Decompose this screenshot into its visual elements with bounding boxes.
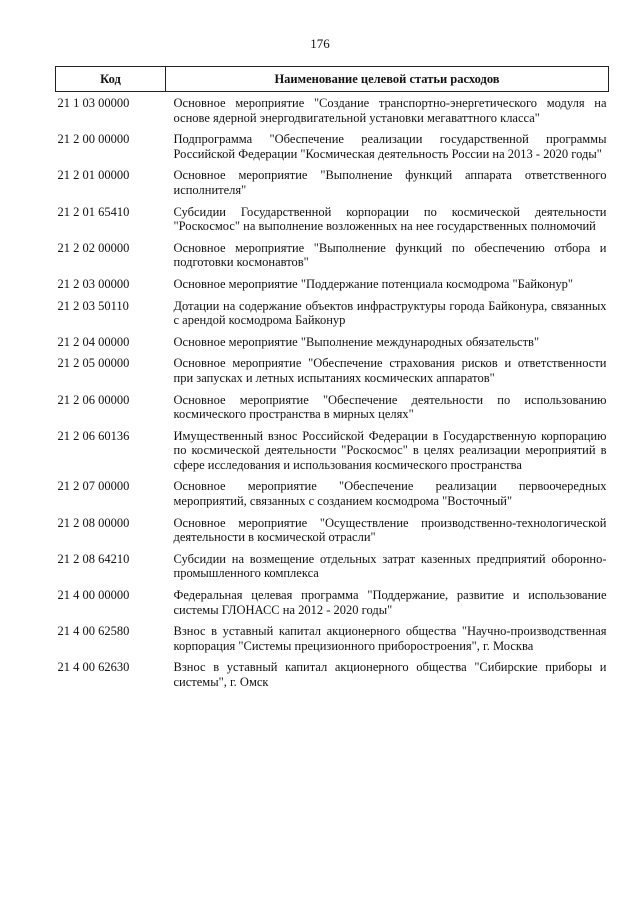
- row-code: 21 2 00 00000: [57, 132, 130, 147]
- row-code: 21 2 06 00000: [57, 392, 130, 407]
- row-code: 21 2 05 00000: [57, 356, 130, 371]
- budget-items-table: [55, 66, 609, 697]
- row-name: Основное мероприятие "Выполнение функций аппарата ответственного исполнителя": [173, 168, 607, 197]
- row-name: Основное мероприятие "Осуществление производственно-технологической деятельности в космической отрасли": [173, 515, 607, 545]
- table-row: [56, 393, 609, 429]
- table-row: [56, 92, 609, 133]
- row-name: Основное мероприятие "Выполнение международных обязательств": [173, 334, 540, 349]
- row-name: Дотации на содержание объектов инфраструктуры города Байконура, связанных с арендой космодрома Байконур: [173, 298, 607, 328]
- row-name: Взнос в уставный капитал акционерного общества "Сибирские приборы и системы", г. Омск: [173, 660, 607, 689]
- row-name: Основное мероприятие "Создание транспортно-энергетического модуля на основе ядерной энергодвигательной установки мегаваттного класса": [173, 96, 607, 125]
- row-name: Субсидии на возмещение отдельных затрат казенных предприятий оборонно-промышленного комплекса: [173, 551, 607, 581]
- table-row: [56, 132, 609, 168]
- row-name: Основное мероприятие "Обеспечение страхования рисков и ответственности при запусках и летных испытаниях космических аппаратов": [173, 356, 607, 385]
- code-column-header: Код: [56, 67, 166, 92]
- table-row: [56, 624, 609, 660]
- table-row: [56, 356, 609, 392]
- table-row: [56, 205, 609, 241]
- table-row: [56, 588, 609, 624]
- table-row: [56, 299, 609, 335]
- row-code: 21 4 00 62630: [57, 660, 130, 675]
- row-code: 21 2 01 00000: [57, 168, 130, 183]
- row-name: Основное мероприятие "Обеспечение деятельности по использованию космического пространства в мирных целях": [173, 392, 607, 422]
- table-row: [56, 241, 609, 277]
- row-code: 21 4 00 62580: [57, 624, 130, 639]
- row-code: 21 2 08 64210: [57, 551, 130, 566]
- row-name: Взнос в уставный капитал акционерного общества "Научно-производственная корпорация "Системы прецизионного приборостроения", г. Москва: [173, 624, 607, 653]
- row-code: 21 2 06 60136: [57, 428, 130, 443]
- row-code: 21 2 02 00000: [57, 240, 130, 255]
- table-row: [56, 660, 609, 696]
- row-name: Субсидии Государственной корпорации по космической деятельности "Роскосмос" на выполнение возложенных на нее государственных полномочий: [173, 204, 607, 234]
- row-name: Основное мероприятие "Выполнение функций по обеспечению отбора и подготовки космонавтов": [173, 240, 607, 270]
- table-row: [56, 516, 609, 552]
- table-row: [56, 479, 609, 515]
- table-row: [56, 429, 609, 480]
- row-code: 21 2 01 65410: [57, 204, 130, 219]
- page-number: 176: [310, 36, 330, 51]
- table-row: [56, 552, 609, 588]
- row-code: 21 2 03 00000: [57, 276, 130, 291]
- table-row: [56, 335, 609, 357]
- table-header-row: [56, 67, 609, 92]
- row-name: Федеральная целевая программа "Поддержание, развитие и использование системы ГЛОНАСС на 2012 - 2020 годы": [173, 588, 607, 617]
- table-row: [56, 277, 609, 299]
- row-name: Основное мероприятие "Поддержание потенциала космодрома "Байконур": [173, 276, 574, 291]
- table-row: [56, 168, 609, 204]
- name-column-header: Наименование целевой статьи расходов: [166, 67, 609, 92]
- row-code: 21 2 08 00000: [57, 515, 130, 530]
- row-name: Подпрограмма "Обеспечение реализации государственной программы Российской Федерации "Космическая деятельность России на 2013 - 2020 годы": [173, 132, 607, 161]
- row-name: Имущественный взнос Российской Федерации в Государственную корпорацию по космической деятельности "Роскосмос" в целях реализации мероприятий в сфере исследования и использования космического пространства: [173, 428, 607, 472]
- row-code: 21 4 00 00000: [57, 588, 130, 603]
- row-code: 21 2 04 00000: [57, 334, 130, 349]
- row-code: 21 1 03 00000: [57, 96, 130, 110]
- row-code: 21 2 03 50110: [57, 298, 129, 313]
- row-name: Основное мероприятие "Обеспечение реализации первоочередных мероприятий, связанных с созданием космодрома "Восточный": [173, 479, 607, 509]
- row-code: 21 2 07 00000: [57, 479, 130, 494]
